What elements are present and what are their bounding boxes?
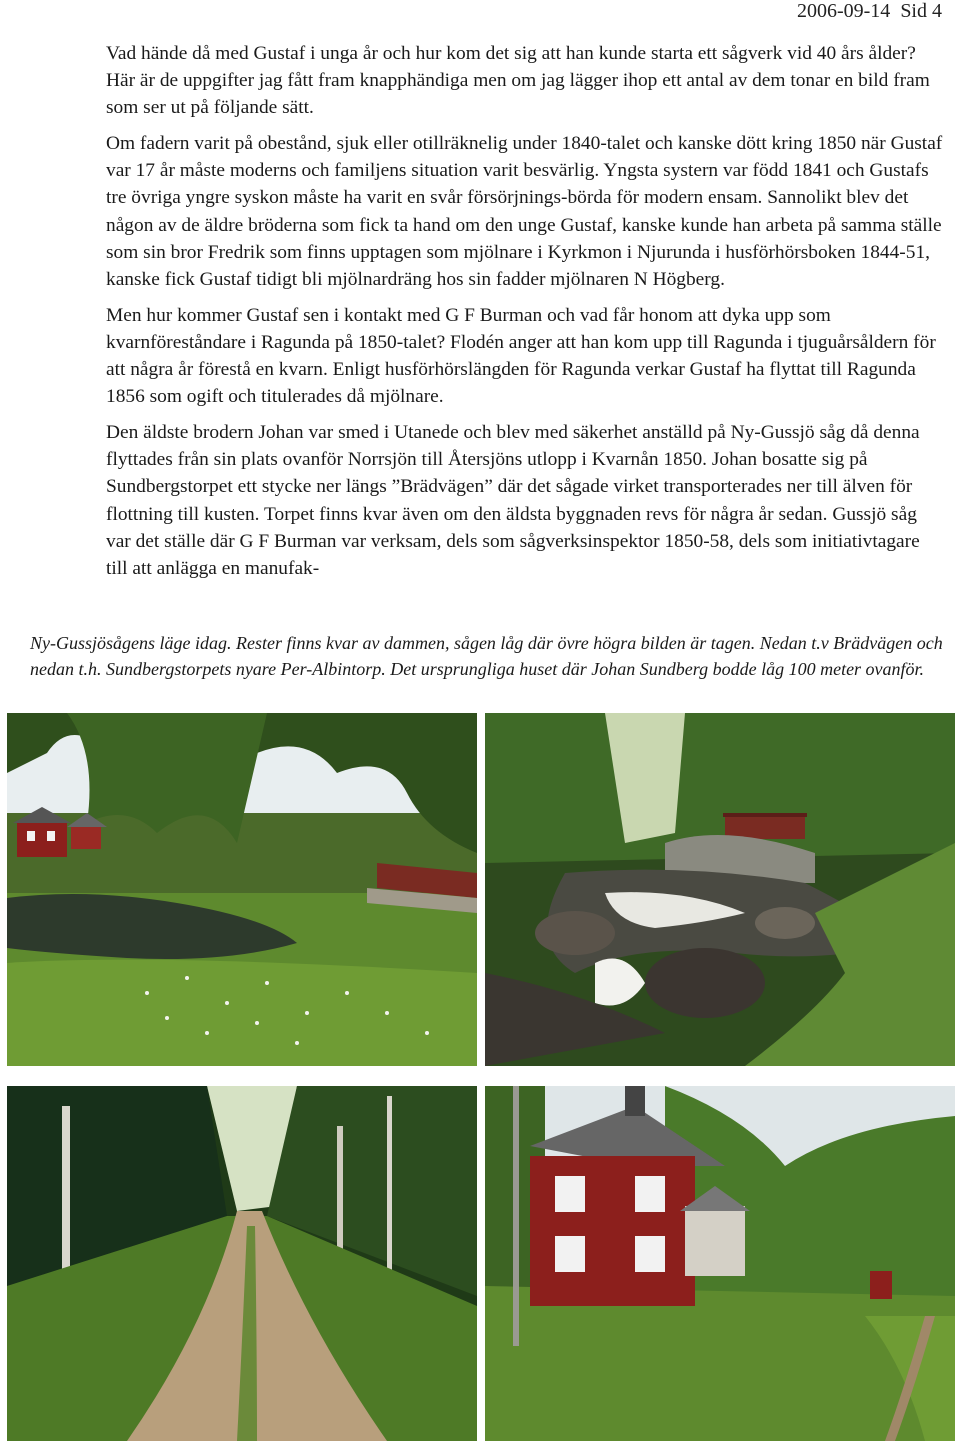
photo-forest-road [7,1086,477,1441]
page-header [797,0,942,22]
paragraph-2: Om fadern varit på obestånd, sjuk eller otillräknelig under 1840-talet och kanske dött kring 1850 när Gustaf var 17 år måste moderns och familjens situation varit besvärlig. Yngsta systern var född 1841 och Gustafs tre övriga yngre syskon måste ha varit en svår försörjnings-börda för modern ensam. Sannolikt blev det någon av de äldre bröderna som fick ta hand om den unge Gustaf, kanske kunde han arbeta på samma ställe som sin bror Fredrik som finns upptagen som mjölnare i Kyrkmon i Njurunda i husförhörsboken 1844-51, kanske fick Gustaf tidigt bli mjölnardräng hos sin fadder mjölnaren N Högberg. [106,133,943,290]
paragraph-3: Men hur kommer Gustaf sen i kontakt med G F Burman och vad får honom att dyka upp som kvarnföreståndare i Ragunda på 1850-talet? Flodén anger att han kom upp till Ragunda i tjuguårsåldern för att några år förestå en kvarn. Enligt husförhörslängden för Ragunda verkar Gustaf ha flyttat till Ragunda 1856 som ogift och titulerades då mjölnare. [106,304,936,408]
header-page-number: Sid 4 [900,0,942,22]
photo-red-house [485,1086,955,1441]
paragraph-1: Vad hände då med Gustaf i unga år och hur kom det sig att han kunde starta ett sågverk vid 40 års ålder? Här är de uppgifter jag fått fram knapphändiga men om jag lägger ihop ett antal av dem tonar en bild fram som ser ut på följande sätt. [106,43,930,119]
paragraph-4: Den äldste brodern Johan var smed i Utanede och blev med säkerhet anställd på Ny-Gussjö såg då denna flyttades från sin plats ovanför Norrsjön till Återsjöns utlopp i Kvarnån 1850. Johan bosatte sig på Sundbergstorpet ett stycke ner längs ”Brädvägen” där det sågade virket transporterades ner till älven för flottning till kusten. Torpet finns kvar även om den äldsta byggnaden revs för några år sedan. Gussjö såg var det ställe där G F Burman var verksam, dels som sågverksinspektor 1850-58, dels som initiativtagare till att anlägga en manufak- [106,422,920,579]
photo-caption: Ny-Gussjösågens läge idag. Rester finns kvar av dammen, sågen låg där övre högra bilden är tagen. Nedan t.v Brädvägen och nedan t.h. Sundbergstorpets nyare Per-Albintorp. Det ursprungliga huset där Johan Sundberg bodde låg 100 meter ovanför. [30,633,943,679]
article-body [106,40,946,591]
photo-pond-meadow [7,713,477,1066]
header-date: 2006-09-14 [796,0,891,22]
photo-stream-rapids [485,713,955,1066]
